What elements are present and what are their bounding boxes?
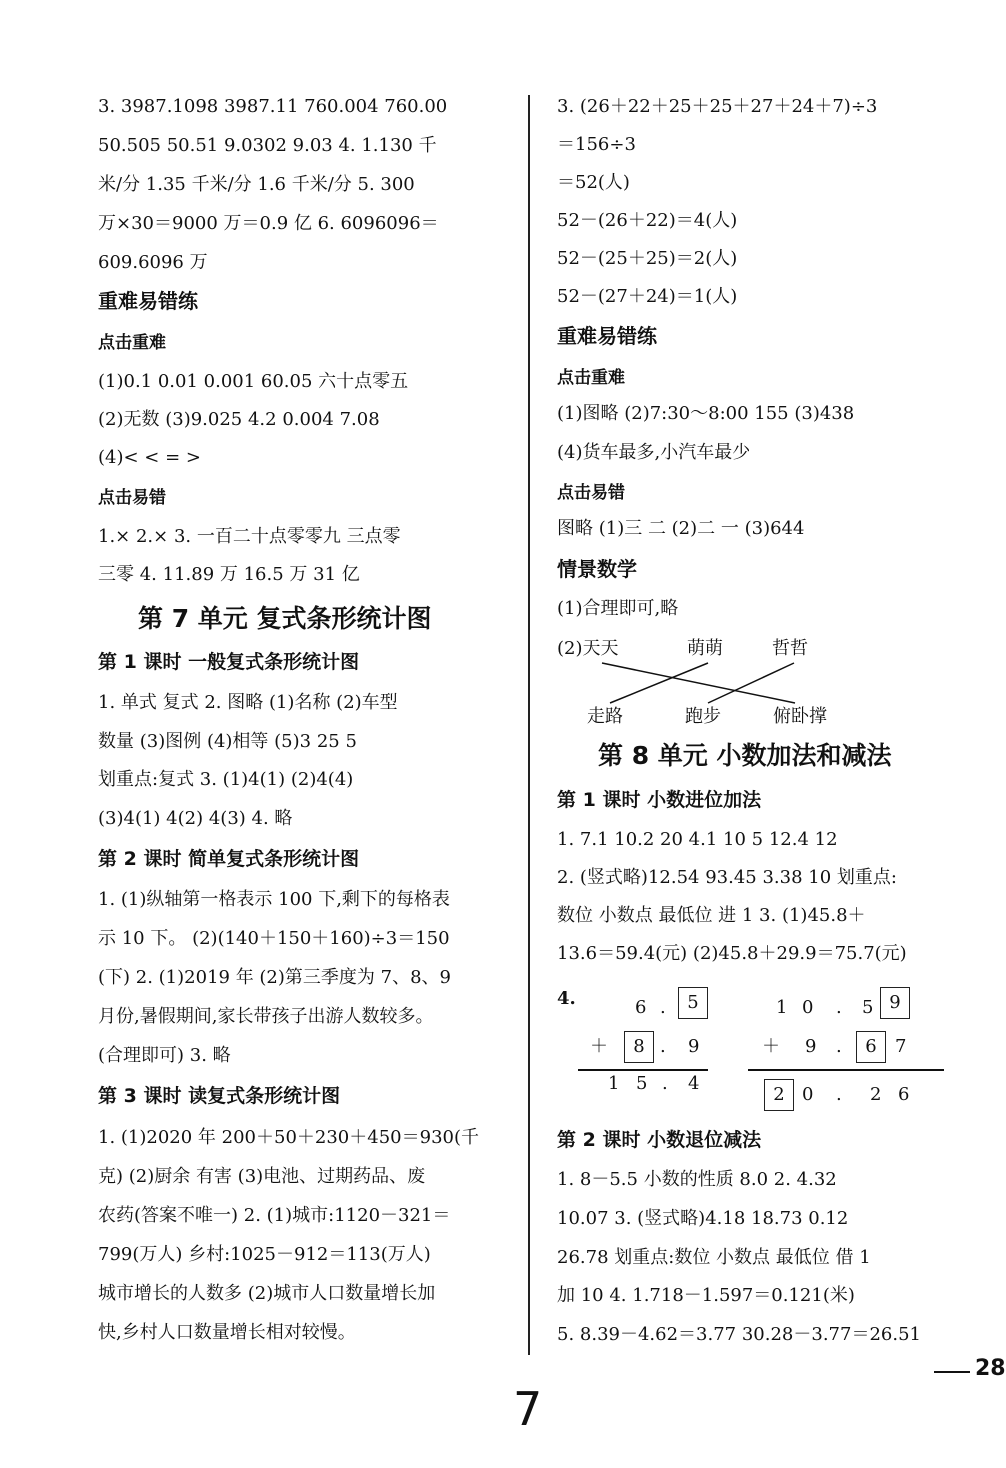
section-heading: 重难易错练 (557, 324, 657, 348)
match-bottom-2: 跑步 (685, 706, 721, 727)
digit: 0 (802, 1084, 814, 1105)
digit: 5 (862, 997, 874, 1018)
answer-line: 划重点:复式 3. (1)4(1) (2)4(4) (98, 769, 354, 790)
answer-line: 609.6096 万 (98, 252, 208, 273)
digit: 1 (608, 1073, 620, 1094)
answer-line: 快,乡村人口数量增长相对较慢。 (98, 1322, 356, 1343)
answer-line: 加 10 4. 1.718－1.597＝0.121(米) (557, 1285, 855, 1306)
column-divider (528, 95, 530, 1355)
answer-line: 万×30＝9000 万＝0.9 亿 6. 6096096＝ (98, 213, 439, 234)
answer-line: 1. (1)2020 年 200＋50＋230＋450＝930(千 (98, 1127, 479, 1148)
answer-line: 1. 8－5.5 小数的性质 8.0 2. 4.32 (557, 1169, 837, 1190)
answer-line: 米/分 1.35 千米/分 1.6 千米/分 5. 300 (98, 174, 415, 195)
match-top-1: (2)天天 (557, 638, 619, 659)
digit: 2 (870, 1084, 882, 1105)
handwritten-mark: 7 (513, 1382, 543, 1436)
match-top-3: 哲哲 (772, 638, 808, 659)
digit: 6 (635, 997, 647, 1018)
calc-line: ＝52(人) (557, 172, 630, 193)
digit: 4 (688, 1073, 700, 1094)
answer-line: 示 10 下。 (2)(140＋150＋160)÷3＝150 (98, 928, 450, 949)
match-top-2: 萌萌 (687, 638, 723, 659)
digit: 9 (805, 1036, 817, 1057)
answer-line: 三零 4. 11.89 万 16.5 万 31 亿 (98, 564, 360, 585)
answer-line: 数量 (3)图例 (4)相等 (5)3 25 5 (98, 731, 357, 752)
answer-box: 2 (764, 1079, 794, 1111)
answer-line: (4)货车最多,小汽车最少 (557, 442, 751, 463)
answer-line: (2)无数 (3)9.025 4.2 0.004 7.08 (98, 409, 380, 430)
plus-sign: ＋ (762, 1036, 780, 1057)
digit: 7 (895, 1036, 907, 1057)
answer-line: 50.505 50.51 9.0302 9.03 4. 1.130 千 (98, 135, 437, 156)
answer-line: (1)合理即可,略 (557, 598, 679, 619)
decimal-point: . (836, 1036, 842, 1057)
lesson-title: 第 2 课时 简单复式条形统计图 (98, 848, 360, 870)
section-heading: 情景数学 (557, 557, 637, 581)
sub-heading: 点击易错 (557, 483, 625, 503)
answer-line: 月份,暑假期间,家长带孩子出游人数较多。 (98, 1006, 434, 1027)
answer-line: 1. 单式 复式 2. 图略 (1)名称 (2)车型 (98, 692, 398, 713)
answer-line: 图略 (1)三 二 (2)二 一 (3)644 (557, 518, 805, 539)
decimal-point: . (660, 997, 666, 1018)
answer-box: 6 (856, 1031, 886, 1063)
answer-line: 城市增长的人数多 (2)城市人口数量增长加 (98, 1283, 436, 1304)
unit-title: 第 7 单元 复式条形统计图 (138, 604, 432, 633)
sum-line (748, 1069, 944, 1071)
answer-line: 13.6＝59.4(元) (2)45.8＋29.9＝75.7(元) (557, 943, 907, 964)
answer-line: (合理即可) 3. 略 (98, 1045, 231, 1066)
page-number: 28 (975, 1356, 1006, 1381)
answer-line: 26.78 划重点:数位 小数点 最低位 借 1 (557, 1247, 871, 1268)
answer-line: 10.07 3. (竖式略)4.18 18.73 0.12 (557, 1208, 849, 1229)
answer-line: 1. (1)纵轴第一格表示 100 下,剩下的每格表 (98, 889, 450, 910)
calc-line: 52－(27＋24)＝1(人) (557, 286, 738, 307)
answer-line: 799(万人) 乡村:1025－912＝113(万人) (98, 1244, 431, 1265)
answer-line: 1.× 2.× 3. 一百二十点零零九 三点零 (98, 526, 401, 547)
question-number: 4. (557, 988, 576, 1009)
lesson-title: 第 3 课时 读复式条形统计图 (98, 1085, 341, 1107)
answer-box: 9 (880, 987, 910, 1019)
calc-line: 52－(26＋22)＝4(人) (557, 210, 738, 231)
sum-line (578, 1069, 708, 1071)
page-number-rule (934, 1371, 970, 1373)
plus-sign: ＋ (590, 1036, 608, 1057)
unit-title: 第 8 单元 小数加法和减法 (598, 741, 892, 770)
answer-line: 2. (竖式略)12.54 93.45 3.38 10 划重点: (557, 867, 897, 888)
answer-line: 5. 8.39－4.62＝3.77 30.28－3.77＝26.51 (557, 1324, 921, 1345)
sub-heading: 点击重难 (98, 333, 166, 353)
calc-line: 52－(25＋25)＝2(人) (557, 248, 738, 269)
answer-line: (下) 2. (1)2019 年 (2)第三季度为 7、8、9 (98, 967, 451, 988)
lesson-title: 第 1 课时 小数进位加法 (557, 789, 762, 811)
sub-heading: 点击重难 (557, 368, 625, 388)
digit: 5 (636, 1073, 648, 1094)
digit: 0 (802, 997, 814, 1018)
sub-heading: 点击易错 (98, 488, 166, 508)
digit: 6 (898, 1084, 910, 1105)
calc-line: 3. (26＋22＋25＋25＋27＋24＋7)÷3 (557, 96, 878, 117)
answer-line: 数位 小数点 最低位 进 1 3. (1)45.8＋ (557, 905, 866, 926)
answer-line: 1. 7.1 10.2 20 4.1 10 5 12.4 12 (557, 829, 838, 850)
answer-line: 3. 3987.1098 3987.11 760.004 760.00 (98, 96, 448, 117)
lesson-title: 第 2 课时 小数退位减法 (557, 1129, 762, 1151)
match-lines (540, 0, 1000, 760)
answer-line: (1)图略 (2)7:30～8:00 155 (3)438 (557, 403, 855, 424)
digit: 1 (776, 997, 788, 1018)
match-bottom-1: 走路 (587, 706, 623, 727)
match-bottom-3: 俯卧撑 (773, 706, 827, 727)
answer-box: 5 (678, 987, 708, 1019)
decimal-point: . (836, 1084, 842, 1105)
answer-line: 农药(答案不唯一) 2. (1)城市:1120－321＝ (98, 1205, 451, 1226)
answer-line: 克) (2)厨余 有害 (3)电池、过期药品、废 (98, 1166, 426, 1187)
lesson-title: 第 1 课时 一般复式条形统计图 (98, 651, 360, 673)
answer-line: (1)0.1 0.01 0.001 60.05 六十点零五 (98, 371, 409, 392)
decimal-point: . (836, 997, 842, 1018)
calc-line: ＝156÷3 (557, 134, 636, 155)
answer-line: (3)4(1) 4(2) 4(3) 4. 略 (98, 808, 293, 829)
answer-line: (4)< < = > (98, 447, 201, 468)
section-heading: 重难易错练 (98, 289, 198, 313)
digit: 9 (688, 1036, 700, 1057)
decimal-point: . (662, 1073, 668, 1094)
decimal-point: . (660, 1036, 666, 1057)
answer-box: 8 (624, 1031, 654, 1063)
